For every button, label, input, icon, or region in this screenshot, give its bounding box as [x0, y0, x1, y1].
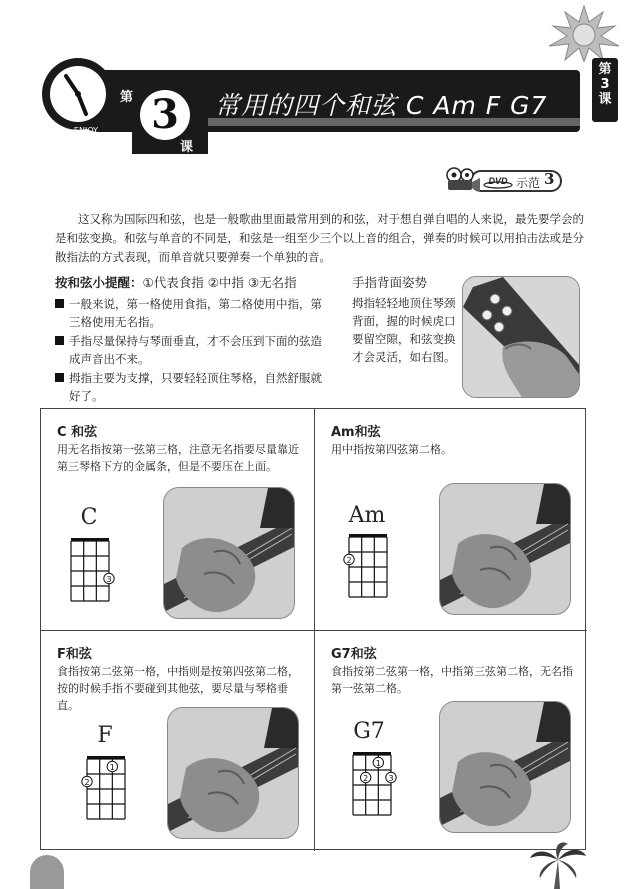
dvd-text: DVD: [488, 176, 508, 186]
photo-illustration: [164, 488, 295, 619]
side-tab-line2: 3: [600, 77, 610, 92]
chord-description: 用中指按第四弦第二格。: [331, 443, 452, 456]
chord-diagram: [343, 533, 393, 607]
enjoy-ukulele-label: [56, 126, 116, 146]
thumb-position-note: [352, 273, 464, 366]
dvd-icon: [482, 174, 514, 190]
chord-title: C 和弦: [57, 425, 98, 440]
photo-illustration: [440, 702, 571, 833]
chord-diagram: [81, 755, 131, 829]
hand-photo: [439, 701, 571, 833]
page-title: 常用的四个和弦 C Am F G7: [215, 91, 548, 120]
hand-photo: [167, 707, 299, 839]
chord-tips: [55, 273, 330, 406]
demo-label: 示范: [516, 176, 541, 190]
enjoy-line1: ENJOY: [73, 126, 99, 135]
lesson-side-tab: [592, 58, 618, 122]
tip-item: 一般来说，第一格使用食指，第二格使用中指，第三格使用无名指。: [55, 295, 330, 331]
chord-title: F和弦: [57, 647, 92, 662]
chord-card-am: [314, 409, 587, 630]
finger-number: 3: [106, 574, 112, 584]
finger-number: 2: [363, 773, 369, 783]
thumb-heading: 手指背面姿势: [352, 275, 428, 290]
chord-card-g7: [314, 630, 587, 851]
intro-paragraph: 这又称为国际四和弦，也是一般歌曲里面最常用到的和弦，对于想自弹自唱的人来说，最先要学会的是和弦变换。和弦与单音的不同是，和弦是一组至少三个以上音的组合，弹奏的时候可以用拍击法或是分散指法的方式表现，而单音就只要弹奏一个单独的音。: [55, 212, 584, 264]
finger-number: 2: [346, 555, 352, 565]
lesson-prefix: 第: [120, 90, 134, 105]
chord-title: Am和弦: [331, 425, 381, 440]
side-tab-line3: 课: [598, 92, 612, 107]
enjoy-line2: UKULELE: [68, 136, 104, 145]
tip-item: 手指尽量保持与琴面垂直，才不会压到下面的弦造成声音出不来。: [55, 332, 330, 368]
sun-icon: [545, 4, 623, 62]
chord-description: 食指按第二弦第一格，中指则是按第四弦第二格，按的时候手指不要碰到其他弦，要尽量与琴格垂直。: [57, 665, 299, 712]
tips-heading-label: 按和弦小提醒：: [55, 275, 143, 290]
demo-badge: [440, 166, 564, 194]
demo-number: 3: [544, 170, 555, 188]
hand-photo: [439, 483, 571, 615]
finger-number: 2: [84, 777, 90, 787]
hand-photo: [163, 487, 295, 619]
side-tab-line1: 第: [598, 62, 612, 77]
chord-card-c: [41, 409, 314, 630]
tip-item: 拇指主要为支撑，只要轻轻顶住琴格，自然舒服就好了。: [55, 369, 330, 405]
corner-decoration: [30, 855, 64, 889]
palm-tree-icon: [528, 840, 588, 889]
chord-title: G7和弦: [331, 647, 377, 662]
finger-number: 3: [388, 773, 394, 783]
photo-illustration: [168, 708, 299, 839]
lesson-number: 3: [140, 90, 190, 140]
chord-description: 用无名指按第一弦第三格，注意无名指要尽量靠近第三琴格下方的金属条，但是不要压在上面。: [57, 443, 299, 473]
lesson-header: [40, 56, 588, 154]
chord-name: Am: [348, 503, 386, 528]
thumb-photo: [462, 276, 580, 398]
finger-number: 1: [109, 762, 115, 772]
chord-name: G7: [353, 719, 385, 744]
tips-heading: [55, 273, 330, 291]
chord-grid: [40, 408, 586, 850]
tips-heading-fingers: ①代表食指 ②中指 ③无名指: [142, 275, 297, 290]
chord-name: C: [80, 505, 98, 530]
finger-number: 1: [375, 758, 381, 768]
chord-description: 食指按第二弦第一格，中指第三弦第二格，无名指第一弦第二格。: [331, 665, 573, 695]
chord-diagram: [347, 751, 397, 825]
chord-card-f: [41, 630, 314, 851]
photo-illustration: [440, 484, 571, 615]
lesson-suffix: 课: [180, 140, 194, 155]
chord-diagram: [65, 537, 115, 611]
thumb-body: 拇指轻轻地顶住琴颈背面，握的时候虎口要留空隙，和弦变换才会灵活，如右图。: [352, 296, 456, 364]
chord-name: F: [97, 723, 113, 748]
